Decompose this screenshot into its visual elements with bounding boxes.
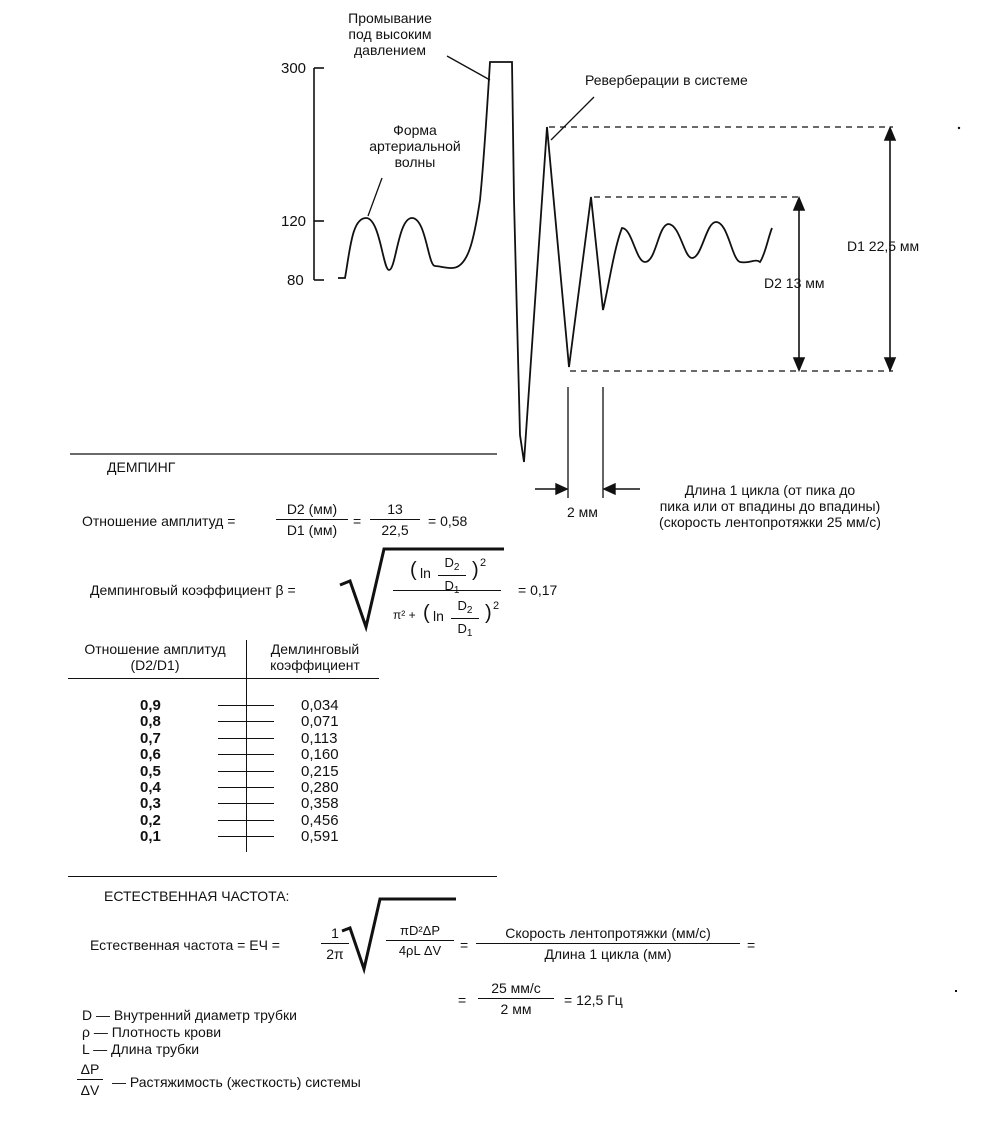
speed-fraction [476,925,740,962]
legend-dp-dv-fraction [77,1061,103,1098]
natural-equals-2: = [747,937,756,953]
cycle-2mm-label: 2 мм [567,504,598,520]
legend-stiffness: — Растяжимость (жесткость) системы [112,1074,361,1090]
legend-dp: ΔP [77,1061,103,1080]
d1-label: D1 22,5 мм [847,238,920,254]
speed-numerator: Скорость лентопротяжки (мм/с) [476,925,740,944]
legend-dv: ΔV [80,1082,100,1098]
ratio-fraction [276,501,348,538]
table-cell-ratio: 0,7 [140,729,161,747]
legend-length: L — Длина трубки [82,1041,200,1057]
tick-label-80: 80 [287,272,304,289]
table-row [0,697,400,713]
natural-freq-label: Естественная частота = ЕЧ = [90,937,280,953]
sqrt-numerator: πD²ΔP [386,923,454,941]
table-header-rule [68,678,379,679]
table-cell-ratio: 0,3 [140,795,161,813]
table-cell-ratio: 0,5 [140,762,161,780]
table-cell-ratio: 0,6 [140,746,161,764]
damping-coef-label: Демпинговый коэффициент β = [90,582,296,598]
one-numerator: 1 [321,925,349,944]
tick-label-120: 120 [281,213,307,230]
table-col-coef-header: Демлинговый коэффициент [270,641,360,673]
ratio-result: = 0,58 [428,513,468,529]
ln-text: ln [420,565,431,581]
coef-fraction-bar [393,590,501,591]
table-cell-ratio: 0,2 [140,811,161,829]
table-row-rule [218,787,274,788]
inner-fraction-bottom: $\frac{D_2}{D_1}$ [451,598,479,639]
table-row [0,763,400,779]
table-row-rule [218,803,274,804]
result-numerator: 25 мм/с [478,980,554,999]
table-row-rule [218,738,274,739]
result-denominator: 2 мм [500,1001,532,1017]
table-row-rule [218,771,274,772]
pi-squared: π² + [393,608,416,622]
table-row [0,730,400,746]
table-cell-coef: 0,456 [301,811,339,829]
table-cell-ratio: 0,1 [140,828,161,846]
value-denominator: 22,5 [381,522,409,538]
table-row [0,828,400,844]
arterial-wave-label: Форма артериальной волны [369,122,461,170]
inner-fraction-top: $\frac{D_2}{D_1}$ [438,555,466,596]
table-row [0,812,400,828]
legend-density: ρ — Плотность крови [82,1024,222,1040]
cycle-length-label: Длина 1 цикла (от пика до пика или от впадины до впадины) (скорость лентопротяжки 25 мм/с) [659,482,881,530]
d2-label: D2 13 мм [764,275,825,291]
table-row-rule [218,721,274,722]
ratio-denominator: D1 (мм) [286,522,338,538]
table-cell-coef: 0,215 [301,762,339,780]
table-row-rule [218,754,274,755]
table-cell-coef: 0,034 [301,697,339,714]
flush-label: Промывание под высоким давлением [348,10,432,58]
natural-heading: ЕСТЕСТВЕННАЯ ЧАСТОТА: [104,888,290,904]
pressure-axis [314,68,324,280]
table-cell-coef: 0,280 [301,779,339,796]
table-row-rule [218,705,274,706]
table-row [0,779,400,795]
table-cell-coef: 0,160 [301,746,339,764]
ratio-equals: = [353,513,362,529]
table-row [0,746,400,762]
natural-equals: = [460,937,469,953]
table-cell-ratio: 0,9 [140,697,161,714]
table-row [0,713,400,729]
amplitude-ratio-label: Отношение амплитуд = [82,513,236,529]
natural-divider [68,876,497,877]
waveform-diagram [0,0,989,560]
coef-denominator: π² + ( ln $\frac{D_2}{D_1}$ ) 2 [393,598,500,639]
result-fraction [478,980,554,1017]
legend-diameter: D — Внутренний диаметр трубки [82,1007,297,1023]
damping-heading: ДЕМПИНГ [107,459,176,475]
ratio-numerator: D2 (мм) [276,501,348,520]
table-row-rule [218,836,274,837]
ratio-value-fraction [370,501,420,538]
natural-equals-3: = [458,992,467,1008]
natural-result: = 12,5 Гц [564,992,623,1008]
table-cell-coef: 0,591 [301,828,339,846]
coef-result: = 0,17 [518,582,558,598]
speed-denominator: Длина 1 цикла (мм) [544,946,672,962]
tick-label-300: 300 [281,60,307,77]
value-numerator: 13 [370,501,420,520]
reverberation-label: Реверберации в системе [585,72,748,88]
square-top: 2 [480,557,487,569]
sqrt-fraction [386,923,454,958]
sqrt-denominator: 4ρL ΔV [398,943,442,958]
ln-text-2: ln [433,608,444,624]
table-cell-coef: 0,113 [301,729,338,747]
table-cell-ratio: 0,4 [140,779,161,796]
two-pi-denominator: 2π [326,946,344,962]
table-col-ratio-header: Отношение амплитуд (D2/D1) [84,641,226,673]
table-cell-coef: 0,071 [301,713,339,731]
table-row [0,795,400,811]
table-cell-coef: 0,358 [301,795,339,813]
table-row-rule [218,820,274,821]
square-bottom: 2 [493,600,500,612]
table-cell-ratio: 0,8 [140,713,161,731]
